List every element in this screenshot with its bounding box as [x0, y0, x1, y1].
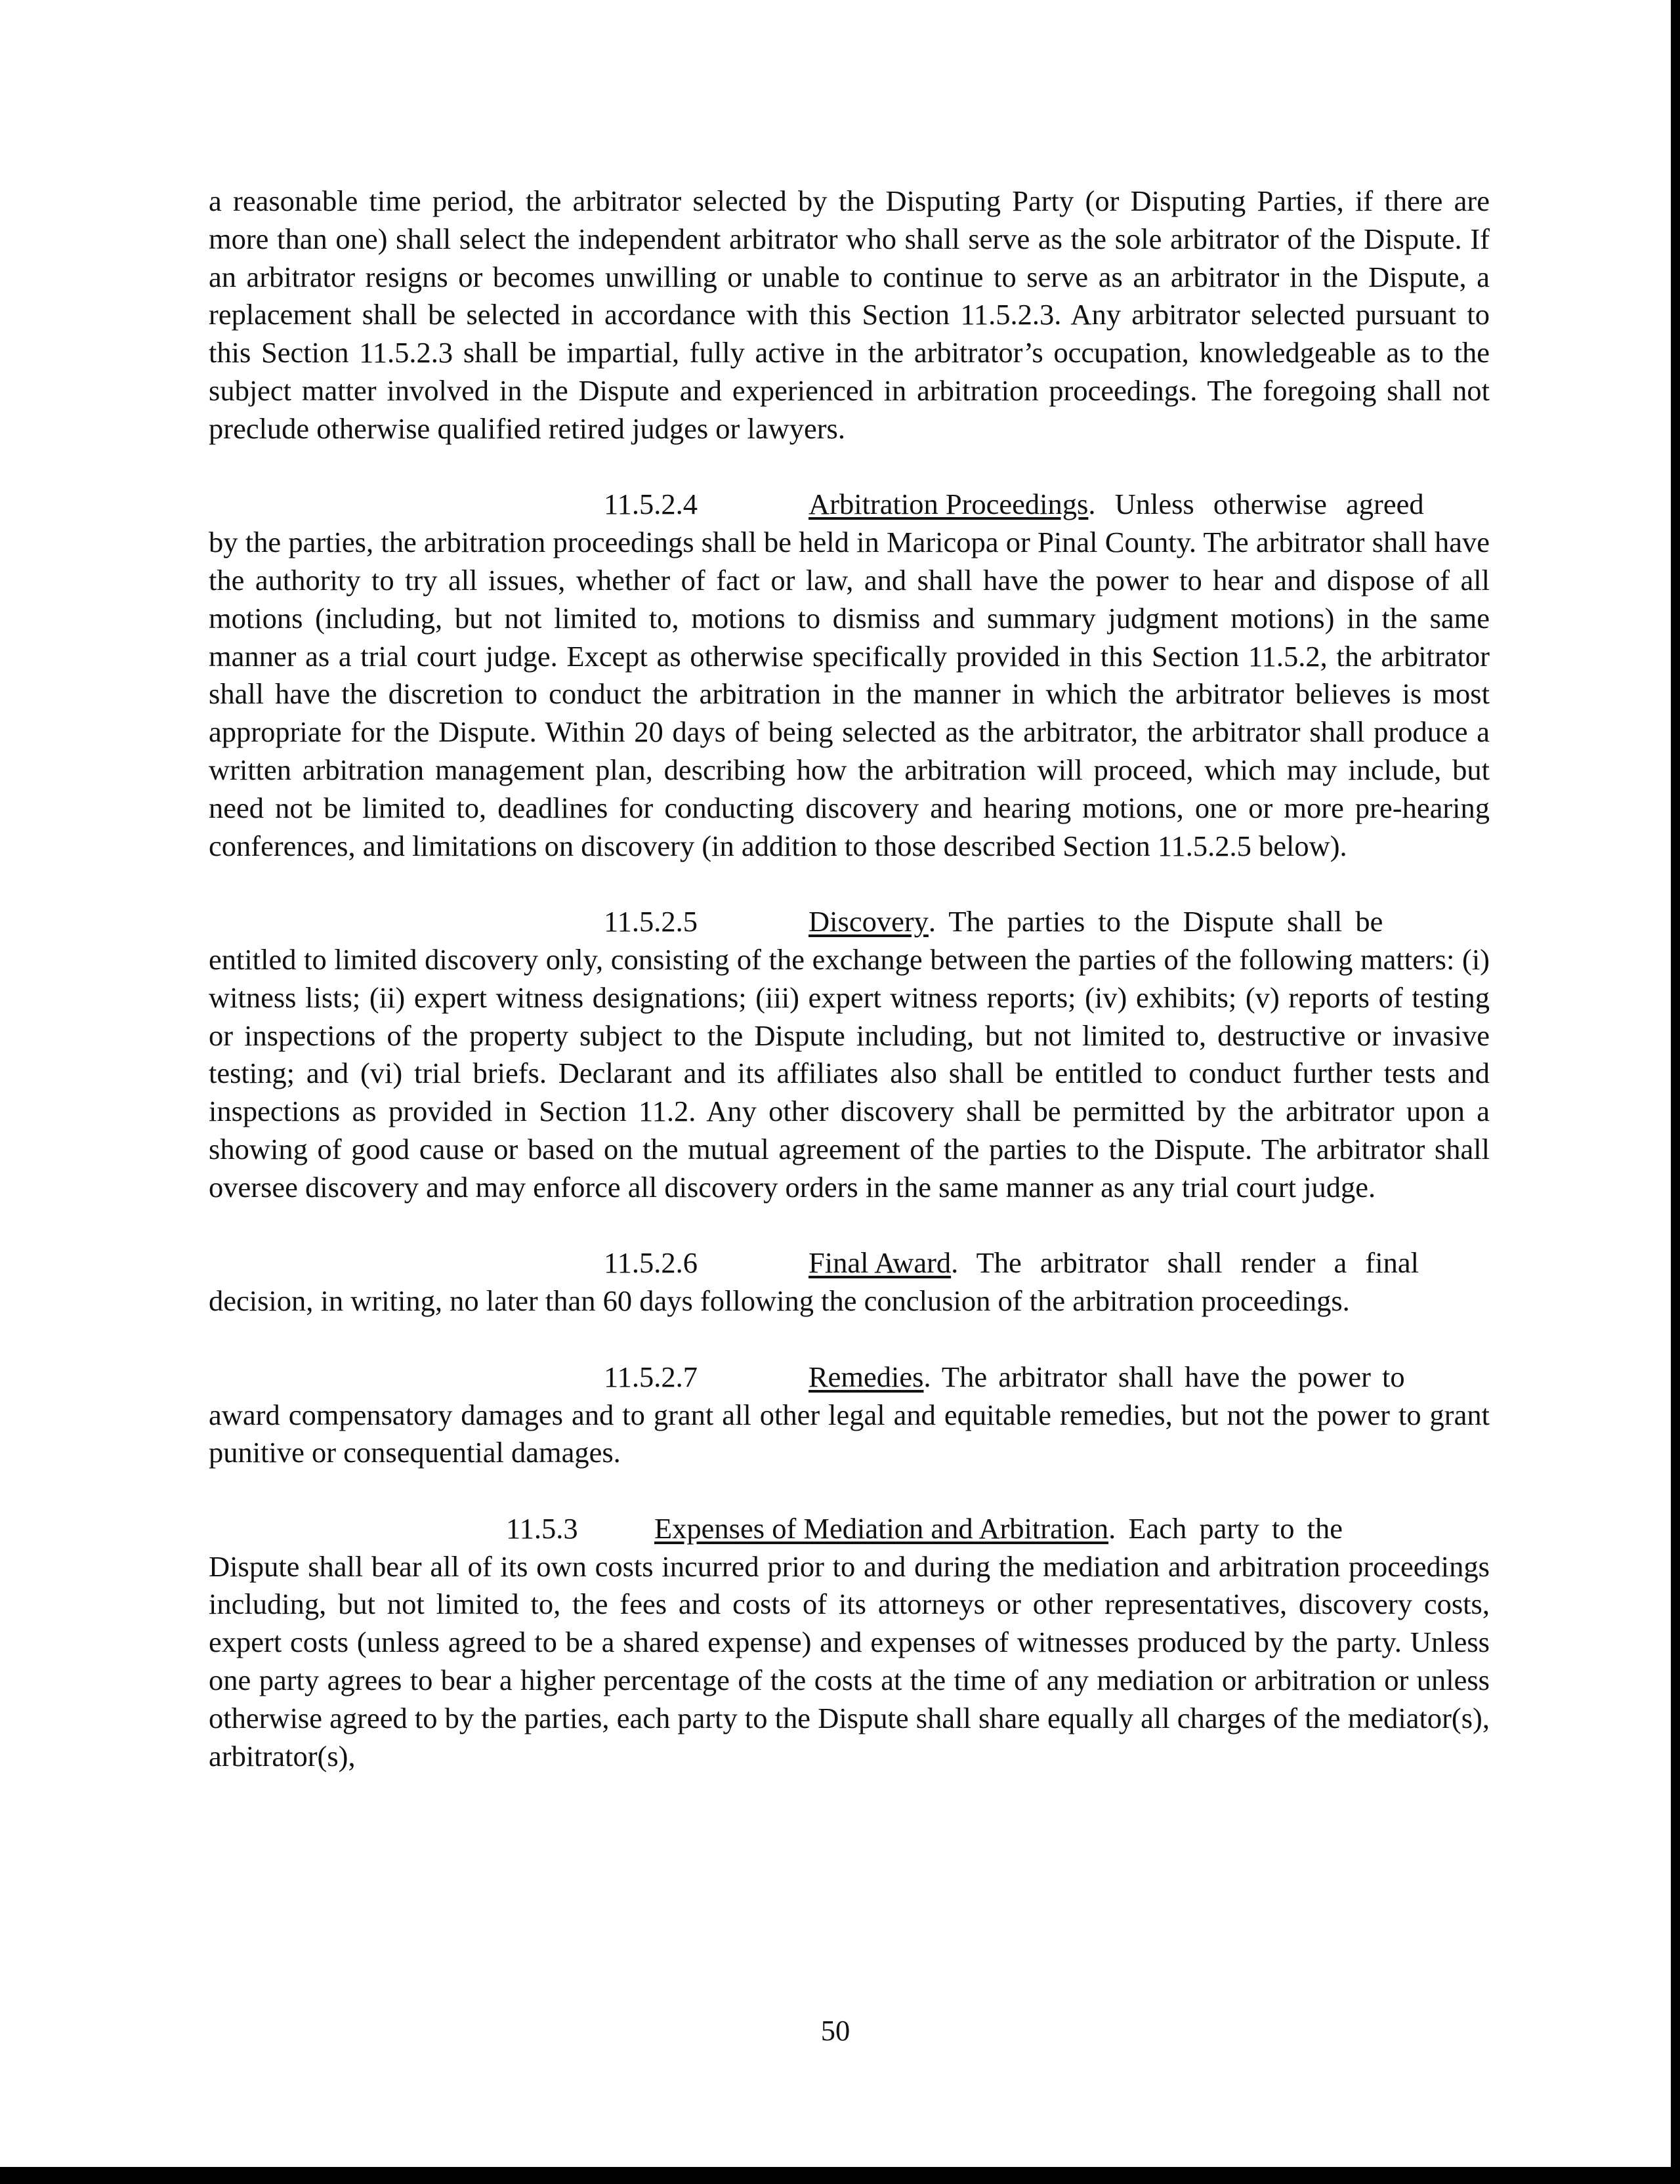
scan-border-right — [1671, 0, 1680, 2184]
scan-border-bottom — [0, 2167, 1680, 2184]
section-body-text: decision, in writing, no later than 60 days following the conclusion of the arbitration proceedings. — [209, 1284, 1350, 1318]
section-lead-text: . Each party to the — [1108, 1511, 1343, 1545]
intro-paragraph: a reasonable time period, the arbitrator selected by the Disputing Party (or Disputing Parties, if there are more than one) shall select the independent arbitrator who shall serve as the sole arbitrator of the Dispute. If an arbitrator resigns or becomes unwilling or unable to continue to serve as an arbitrator in the Dispute, a replacement shall be selected in accordance with this Section 11.5.2.3. Any arbitrator selected pursuant to this Section 11.5.2.3 shall be impartial, fully active in the arbitrator’s occupation, knowledgeable as to the subject matter involved in the Dispute and experienced in arbitration proceedings. The foregoing shall not preclude otherwise qualified retired judges or lawyers. — [209, 184, 1490, 445]
section-number: 11.5.3 — [506, 1511, 578, 1545]
section-body-text: by the parties, the arbitration proceedings shall be held in Maricopa or Pinal County. The arbitrator shall have the authority to try all issues, whether of fact or law, and shall have the power to hear and dispose of all motions (including, but not limited to, motions to dismiss and summary judgment motions) in the same manner as a trial court judge. Except as otherwise specifically provided in this Section 11.5.2, the arbitrator shall have the discretion to conduct the arbitration in the manner in which the arbitrator believes is most appropriate for the Dispute. Within 20 days of being selected as the arbitrator, the arbitrator shall produce a written arbitration management plan, describing how the arbitration will proceed, which may include, but need not be limited to, deadlines for conducting discovery and hearing motions, one or more pre-hearing conferences, and limitations on discovery (in addition to those described Section 11.5.2.5 below). — [209, 526, 1490, 862]
section-lead-text: . The parties to the Dispute shall be — [928, 905, 1383, 938]
section-11-5-2-6 — [209, 1244, 1490, 1320]
section-number: 11.5.2.7 — [604, 1360, 698, 1393]
section-body-text: Dispute shall bear all of its own costs incurred prior to and during the mediation and arbitration proceedings including, but not limited to, the fees and costs of its attorneys or other representatives, discovery costs, expert costs (unless agreed to be a shared expense) and expenses of witnesses produced by the party. Unless one party agrees to bear a higher percentage of the costs at the time of any mediation or arbitration or unless otherwise agreed to by the parties, each party to the Dispute shall share equally all charges of the mediator(s), arbitrator(s), — [209, 1549, 1490, 1773]
section-title: Arbitration Proceedings — [808, 488, 1089, 521]
section-11-5-3 — [209, 1510, 1490, 1776]
section-lead-text: . The arbitrator shall render a final — [951, 1246, 1419, 1280]
section-body-text: award compensatory damages and to grant all other legal and equitable remedies, but not the power to grant punitive or consequential damages. — [209, 1398, 1490, 1469]
section-11-5-2-7 — [209, 1358, 1490, 1472]
section-title: Remedies — [808, 1360, 924, 1393]
section-number: 11.5.2.4 — [604, 488, 698, 521]
section-11-5-2-5 — [209, 903, 1490, 1206]
section-number: 11.5.2.5 — [604, 905, 698, 938]
section-body-text: entitled to limited discovery only, consisting of the exchange between the parties of the following matters: (i) witness lists; (ii) expert witness designations; (iii) expert witness reports; (iv) exhibits; (v) reports of testing or inspections of the property subject to the Dispute including, but not limited to, destructive or invasive testing; and (vi) trial briefs. Declarant and its affiliates also shall be entitled to conduct further tests and inspections as provided in Section 11.2. Any other discovery shall be permitted by the arbitrator upon a showing of good cause or based on the mutual agreement of the parties to the Dispute. The arbitrator shall oversee discovery and may enforce all discovery orders in the same manner as any trial court judge. — [209, 942, 1490, 1204]
section-number: 11.5.2.6 — [604, 1246, 698, 1280]
document-body — [209, 182, 1490, 1775]
page-number: 50 — [820, 2014, 850, 2047]
section-title: Expenses of Mediation and Arbitration — [654, 1511, 1109, 1545]
section-lead-text: . The arbitrator shall have the power to — [923, 1360, 1405, 1393]
section-title: Discovery — [808, 905, 929, 938]
section-title: Final Award — [808, 1246, 952, 1280]
section-lead-text: . Unless otherwise agreed — [1088, 488, 1424, 521]
section-11-5-2-4 — [209, 486, 1490, 865]
